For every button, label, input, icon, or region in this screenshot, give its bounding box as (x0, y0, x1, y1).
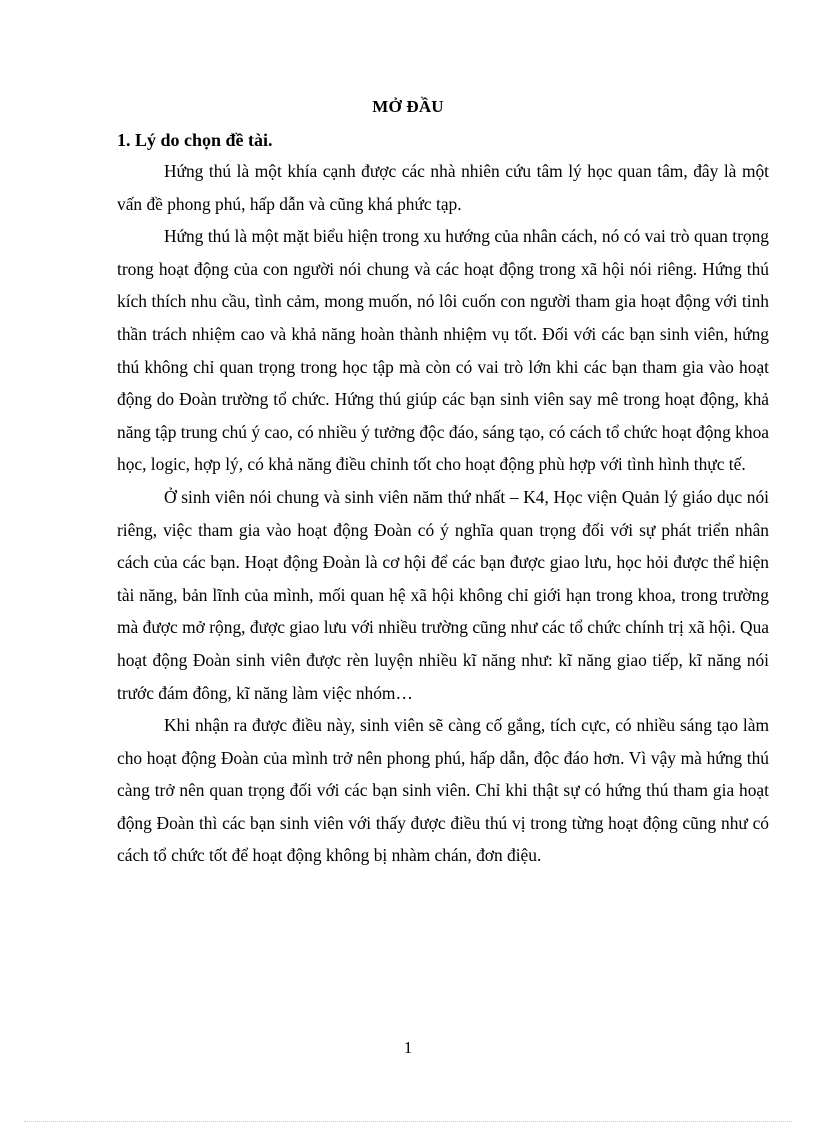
paragraph: Khi nhận ra được điều này, sinh viên sẽ càng cố gắng, tích cực, có nhiều sáng tạo làm cho hoạt động Đoàn của mình trở nên phong phú, hấp dẫn, độc đáo hơn. Vì vậy mà hứng thú càng trở nên quan trọng đối với các bạn sinh viên. Chỉ khi thật sự có hứng thú tham gia hoạt động Đoàn thì các bạn sinh viên với thấy được điều thú vị trong từng hoạt động cũng như có cách tổ chức tốt để hoạt động không bị nhàm chán, đơn điệu. (117, 715, 769, 866)
paragraph: Hứng thú là một khía cạnh được các nhà nhiên cứu tâm lý học quan tâm, đây là một vấn đề phong phú, hấp dẫn và cũng khá phức tạp. (117, 161, 769, 214)
page-bottom-divider (24, 1121, 792, 1122)
paragraph: Ở sinh viên nói chung và sinh viên năm thứ nhất – K4, Học viện Quản lý giáo dục nói riêng, việc tham gia vào hoạt động Đoàn có ý nghĩa quan trọng đối với sự phát triển nhân cách của các bạn. Hoạt động Đoàn là cơ hội để các bạn được giao lưu, học hỏi được thể hiện tài năng, bản lĩnh của mình, mối quan hệ xã hội không chỉ giới hạn trong khoa, trong trường mà được mở rộng, được giao lưu với nhiều trường cũng như các tổ chức chính trị xã hội. Qua hoạt động Đoàn sinh viên được rèn luyện nhiều kĩ năng như: kĩ năng giao tiếp, kĩ năng nói trước đám đông, kĩ năng làm việc nhóm… (117, 486, 769, 703)
page-number: 1 (403, 1038, 413, 1057)
page-title: MỞ ĐẦU (372, 97, 444, 116)
paragraph: Hứng thú là một mặt biểu hiện trong xu hướng của nhân cách, nó có vai trò quan trọng trong hoạt động của con người nói chung và các hoạt động trong xã hội nói riêng. Hứng thú kích thích nhu cầu, tình cảm, mong muốn, nó lôi cuốn con người tham gia hoạt động với tinh thần trách nhiệm cao và khả năng hoàn thành nhiệm vụ tốt. Đối với các bạn sinh viên, hứng thú không chỉ quan trọng trong học tập mà còn có vai trò lớn khi các bạn tham gia vào hoạt động do Đoàn trường tổ chức. Hứng thú giúp các bạn sinh viên say mê trong hoạt động, khả năng tập trung chú ý cao, có nhiều ý tưởng độc đáo, sáng tạo, có cách tổ chức hoạt động khoa học, logic, hợp lý, có khả năng điều chỉnh tốt cho hoạt động phù hợp với tình hình thực tế. (117, 226, 769, 475)
section-heading: 1. Lý do chọn đề tài. (117, 130, 273, 150)
body-text (117, 155, 769, 872)
